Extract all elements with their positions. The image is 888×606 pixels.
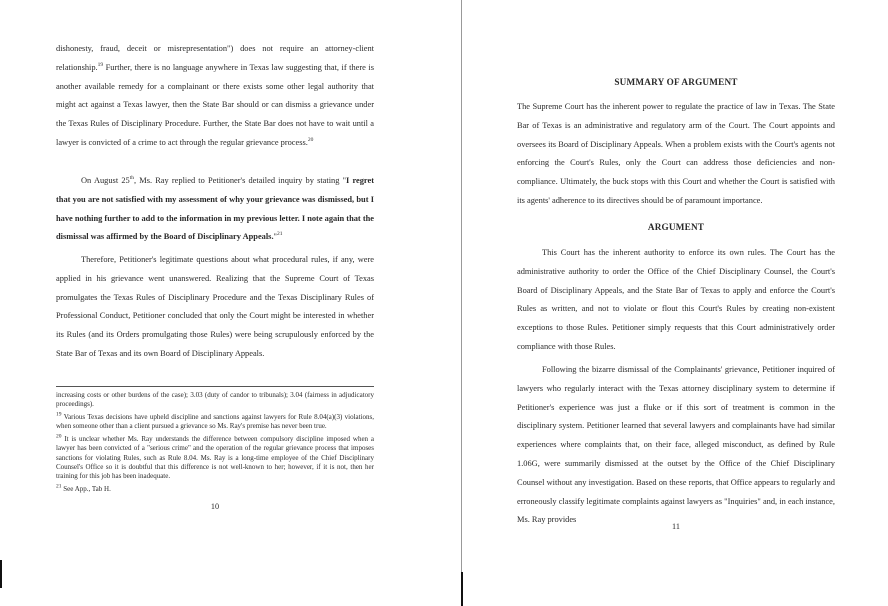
document-page-11 [461,0,888,606]
paragraph-august-reply [56,172,374,247]
paragraph-text: On August 25 [81,176,130,185]
paragraph-text: , Ms. Ray replied to Petitioner's detailed inquiry by stating " [133,176,347,185]
footnote-number: 20 [56,434,62,441]
scan-edge [461,0,462,606]
footnote-continuation: increasing costs or other burdens of the case); 3.03 (duty of candor to tribunals); 3.04 (fairness in adjudicatory proceedings). [56,391,374,409]
footnotes [56,391,374,498]
footnote-number: 21 [56,483,62,490]
paragraph-text: Further, there is no language anywhere in Texas law suggesting that, if there is another available remedy for a complainant or there exists some other legal authority that might act against a Texas lawyer, then the State Bar should or can dismiss a grievance under the Texas Rules of Disciplinary Procedure. Further, the State Bar does not have to wait until a lawyer is convicted of a crime to act through the regular grievance process. [56,62,374,147]
scan-edge [0,560,2,588]
footnote-text: Various Texas decisions have upheld discipline and sanctions against lawyers for Rule 8.04(a)(3) violations, when someone other than a client pursued a grievance so Ms. Ray's premise has never been true. [56,413,374,431]
paragraph-therefore: Therefore, Petitioner's legitimate questions about what procedural rules, if any, were applied in his grievance went unanswered. Realizing that the Supreme Court of Texas promulgates the Texas Rules of Disciplinary Procedure and the Texas Disciplinary Rules of Professional Conduct, Petitioner concluded that only the Court might be interested in whether its Rules (and its Orders promulgating those Rules) were being scrupulously enforced by the State Bar of Texas and its own Board of Disciplinary Appeals. [56,255,374,358]
page-gutter [428,0,461,606]
footnote-text: See App., Tab H. [61,484,111,493]
summary-heading: SUMMARY OF ARGUMENT [614,77,738,87]
bold-quote: I regret that you are not satisfied with my assessment of why your grievance was dismissed, but I have nothing further to add to the information in my previous letter. I note again that the dismissal was affirmed by the Board of Disciplinary Appeals. [56,176,374,242]
page-number: 11 [672,522,680,531]
scan-edge [461,572,463,606]
footnote-19 [56,413,374,431]
document-page-10 [0,0,428,606]
footnote-separator [56,386,374,387]
paragraph-text: " [273,232,277,242]
footnote-number: 19 [56,411,62,418]
footnote-21 [56,485,374,494]
footnote-20 [56,435,374,480]
argument-heading: ARGUMENT [647,222,705,232]
paragraph-continuation [56,40,374,153]
argument-paragraph-2: Following the bizarre dismissal of the Complainants' grievance, Petitioner inquired of lawyers who regularly interact with the Texas attorney disciplinary system to determine if Petitioner's experience was just a fluke or if this sort of treatment is common in the disciplinary system. Petitioner learned that several lawyers and complainants have had similar experiences where complaints that, on their face, alleged misconduct, as defined by Rule 1.06G, were summarily dismissed at the outset by the Office of the Chief Disciplinary Counsel without any investigation. Based on these reports, that Office appears to regularly and erroneously classify legitimate complaints against lawyers as "Inquiries" and, in each instance, Ms. Ray provides [517,365,835,525]
paragraph-text: dishonesty, fraud, deceit or misrepresentation") does not require an attorney-client relationship. [56,44,374,72]
footnote-ref-20[interactable]: 20 [307,137,314,144]
summary-paragraph: The Supreme Court has the inherent power to regulate the practice of law in Texas. The State Bar of Texas is an administrative and regulatory arm of the Court. The Court appoints and oversees its Board of Disciplinary Appeals. When a problem exists with the Court's agents not enforcing the Court's Rules, only the Court can address those deficiencies and non-compliance. Ultimately, the buck stops with this Court and whether the Court is satisfied with its agents' adherence to its directives should be of paramount importance. [517,102,835,205]
ordinal-suffix: th [129,175,134,182]
footnote-text: It is unclear whether Ms. Ray understands the difference between compulsory discipline imposed when a lawyer has been convicted of a "serious crime" and the operation of the regular grievance process that imposes sanctions for violating Rules, such as Rule 8.04. Ms. Ray is a long-time employee of the Chief Disciplinary Counsel's Office so it is doubtful that this difference is not well-known to her; however, if it is not, then her training for this job has been inadequate. [56,435,374,480]
footnote-ref-21[interactable]: 21 [276,231,283,238]
argument-paragraph-1: This Court has the inherent authority to enforce its own rules. The Court has the administrative authority to order the Office of the Chief Disciplinary Counsel, the Court's Board of Disciplinary Appeals, and the State Bar of Texas to apply and enforce the Court's Rules as written, and not to violate or flout this Court's Rules by creating non-existent exceptions to those Rules. Petitioner simply requests that this Court administratively order compliance with those Rules. [517,248,835,351]
page-number: 10 [210,502,220,511]
footnote-ref-19[interactable]: 19 [97,62,104,68]
